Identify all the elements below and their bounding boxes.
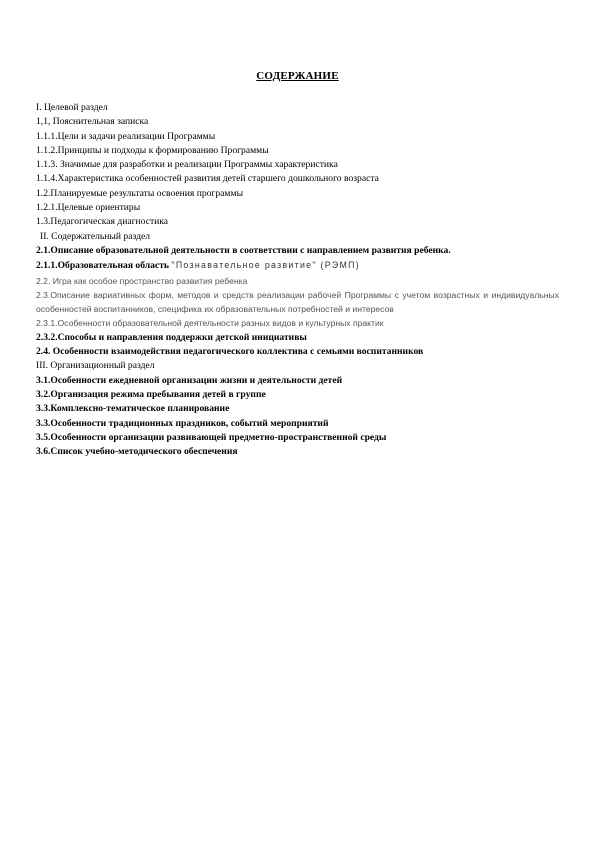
toc-item: 2.1.Описание образовательной деятельности в соответствии с направлением развития ребенка. bbox=[36, 244, 451, 256]
toc-item: 1.3.Педагогическая диагностика bbox=[36, 216, 169, 228]
toc-item: 1.1.3. Значимые для разработки и реализации Программы характеристика bbox=[36, 159, 338, 171]
toc-item: 1,1, Пояснительная записка bbox=[36, 116, 149, 128]
toc-item: 2.3.1.Особенности образовательной деятельности разных видов и культурных практик bbox=[36, 318, 384, 329]
toc-item: 1.1.2.Принципы и подходы к формированию Программы bbox=[36, 144, 269, 156]
toc-item: 1.1.4.Характеристика особенностей развития детей старшего дошкольного возраста bbox=[36, 173, 379, 185]
toc-item: 3.5.Особенности организации развивающей предметно-пространственной среды bbox=[36, 431, 387, 443]
toc-item: I. Целевой раздел bbox=[36, 102, 108, 113]
toc-item: 1.1.1.Цели и задачи реализации Программы bbox=[36, 130, 216, 142]
toc-item-label: 2.1.1.Образовательная область bbox=[36, 260, 172, 272]
table-of-contents bbox=[36, 101, 559, 459]
toc-item: 3.3.Особенности традиционных праздников, событий мероприятий bbox=[36, 417, 329, 429]
toc-item: 3.1.Особенности ежедневной организации жизни и деятельности детей bbox=[36, 374, 343, 386]
document-page bbox=[36, 0, 559, 842]
toc-item: 3.6.Список учебно-методического обеспечения bbox=[36, 446, 238, 458]
toc-item: 2.2. Игра как особое пространство развития ребенка bbox=[36, 275, 248, 286]
page-title: СОДЕРЖАНИЕ bbox=[256, 70, 339, 82]
toc-section-heading: II. Содержательный раздел bbox=[40, 230, 151, 242]
toc-item-multiline: 2.3.Описание вариативных форм, методов и средств реализации рабочей Программы с учетом возрастных и индивидуальных особенностей воспитанников, специфика их образовательных потребностей и интересов bbox=[36, 289, 559, 315]
toc-item: 3.2.Организация режима пребывания детей в группе bbox=[36, 388, 266, 400]
toc-item: 1.2.1.Целевые ориентиры bbox=[36, 202, 141, 214]
toc-item: 2.4. Особенности взаимодействия педагогического коллектива с семьями воспитанников bbox=[36, 346, 424, 358]
toc-item: 1.2.Планируемые результаты освоения программы bbox=[36, 187, 244, 199]
toc-section-heading: III. Организационный раздел bbox=[36, 360, 155, 372]
toc-item-with-suffix bbox=[36, 258, 559, 273]
toc-item: 3.3.Комплексно-тематическое планирование bbox=[36, 403, 230, 415]
toc-item-suffix: "Познавательное развитие" (РЭМП) bbox=[171, 260, 361, 271]
toc-item: 2.3.2.Способы и направления поддержки детской инициативы bbox=[36, 331, 307, 343]
